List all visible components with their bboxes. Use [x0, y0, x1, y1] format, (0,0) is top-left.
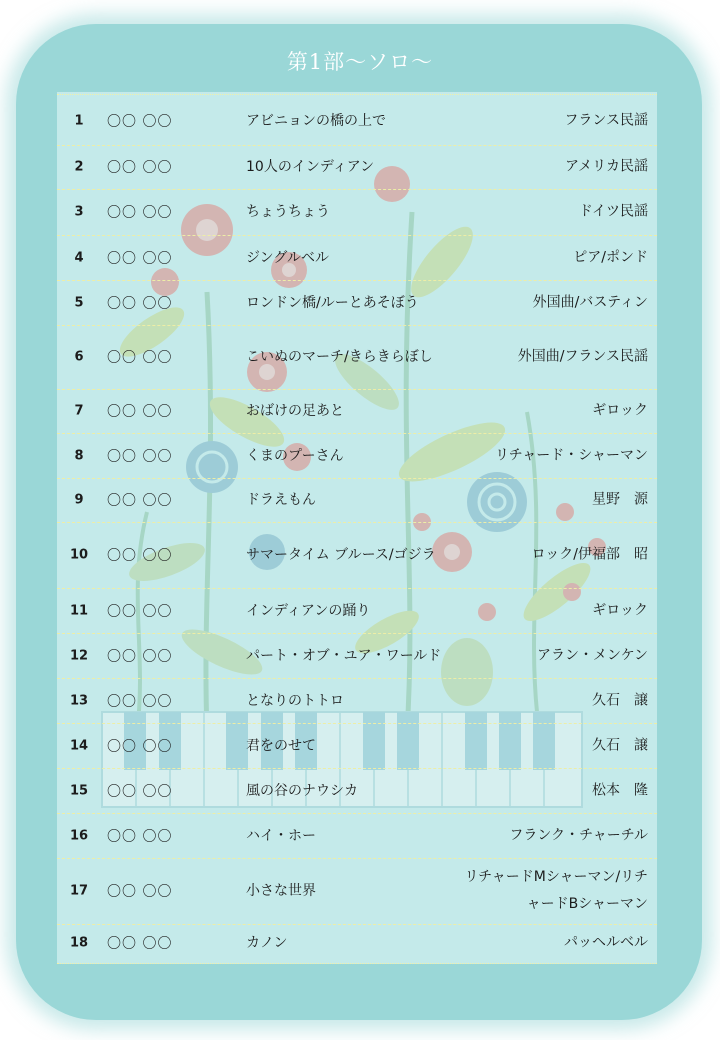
- composer-name: ギロック: [592, 402, 648, 419]
- composer-name: リチャード・シャーマン: [494, 447, 648, 463]
- top-divider: [57, 94, 657, 95]
- song-title: ジングルベル: [246, 249, 329, 266]
- composer-name: ギロック: [592, 602, 648, 618]
- song-title: ロンドン橋/ルーとあそぼう: [246, 294, 419, 311]
- performer-name: 〇〇 〇〇: [107, 448, 173, 465]
- performer-name: 〇〇 〇〇: [107, 603, 173, 620]
- song-title: パート・オブ・ユア・ワールド: [246, 647, 442, 664]
- performer-name: 〇〇 〇〇: [107, 828, 173, 845]
- song-title: となりのトトロ: [246, 692, 344, 709]
- performer-name: 〇〇 〇〇: [107, 295, 173, 312]
- performer-name: 〇〇 〇〇: [107, 884, 173, 900]
- song-title: インディアンの踊り: [246, 602, 371, 619]
- program-number: 5: [74, 295, 84, 310]
- composer-name: フランス民謡: [564, 112, 648, 129]
- song-title: サマータイム ブルース/ゴジラ: [246, 547, 436, 563]
- program-number: 7: [74, 403, 84, 419]
- program-row: [57, 813, 657, 859]
- performer-name: 〇〇 〇〇: [107, 548, 173, 564]
- composer-name: アラン・メンケン: [536, 647, 648, 663]
- performer-name: 〇〇 〇〇: [107, 493, 173, 509]
- program-number: 8: [74, 448, 84, 463]
- program-row: [57, 280, 657, 326]
- program-number: 13: [69, 693, 89, 708]
- program-number: 18: [69, 935, 89, 951]
- performer-name: 〇〇 〇〇: [107, 350, 173, 366]
- performer-name: 〇〇 〇〇: [107, 250, 173, 267]
- program-row: [57, 924, 657, 962]
- composer-name: 星野 源: [592, 491, 648, 508]
- program-row: [57, 389, 657, 434]
- song-title: 君をのせて: [246, 737, 316, 754]
- song-title: カノン: [246, 935, 288, 951]
- program-number: 11: [69, 603, 89, 618]
- performer-name: 〇〇 〇〇: [107, 114, 173, 130]
- song-title: アビニョンの橋の上で: [246, 113, 386, 129]
- bottom-divider: [57, 963, 657, 964]
- composer-name: パッヘルベル: [564, 934, 648, 951]
- program-row: [57, 588, 657, 634]
- composer-name: 外国曲/バスティン: [532, 294, 648, 310]
- program-row: [57, 723, 657, 769]
- program-number: 3: [74, 204, 84, 220]
- composer-name: 久石 譲: [592, 737, 648, 753]
- program-row: [57, 678, 657, 724]
- program-row: [57, 235, 657, 281]
- performer-name: 〇〇 〇〇: [107, 738, 173, 755]
- performer-name: 〇〇 〇〇: [107, 648, 173, 665]
- performer-name: 〇〇 〇〇: [107, 404, 173, 420]
- program-row: [57, 858, 657, 925]
- song-title: 小さな世界: [246, 883, 316, 899]
- song-title: 10人のインディアン: [246, 159, 375, 175]
- program-row: [57, 478, 657, 523]
- song-title: ちょうちょう: [246, 204, 330, 220]
- program-row: [57, 145, 657, 190]
- program-number: 4: [74, 250, 84, 265]
- composer-name: ピア/ポンド: [573, 249, 648, 265]
- performer-name: 〇〇 〇〇: [107, 205, 173, 221]
- composer-name: リチャードMシャーマン/リチャードBシャーマン: [464, 869, 648, 912]
- song-title: おばけの足あと: [246, 403, 344, 419]
- program-number: 12: [69, 648, 89, 663]
- program-number: 6: [74, 349, 84, 365]
- program-row: [57, 433, 657, 479]
- program-number: 14: [69, 738, 89, 753]
- program-number: 9: [74, 492, 84, 508]
- song-title: ハイ・ホー: [246, 827, 316, 844]
- program-number: 16: [69, 828, 89, 843]
- song-title: 風の谷のナウシカ: [246, 782, 358, 799]
- performer-name: 〇〇 〇〇: [107, 693, 173, 710]
- composer-name: 外国曲/フランス民謡: [517, 348, 648, 365]
- composer-name: アメリカ民謡: [564, 158, 648, 175]
- program-row: [57, 768, 657, 814]
- program-number: 17: [69, 883, 89, 899]
- program-row: [57, 522, 657, 589]
- program-number: 15: [69, 783, 89, 798]
- performer-name: 〇〇 〇〇: [107, 783, 173, 800]
- page-title: 第1部〜ソロ〜: [286, 50, 434, 74]
- composer-name: ドイツ民謡: [578, 203, 648, 220]
- song-title: こいぬのマーチ/きらきらぼし: [246, 349, 433, 365]
- song-title: ドラえもん: [246, 492, 316, 508]
- composer-name: 久石 譲: [592, 692, 648, 708]
- program-row: [57, 325, 657, 390]
- program-row: [57, 189, 657, 236]
- performer-name: 〇〇 〇〇: [107, 936, 173, 952]
- composer-name: フランク・チャーチル: [509, 827, 648, 843]
- program-row: [57, 633, 657, 679]
- performer-name: 〇〇 〇〇: [107, 160, 173, 176]
- composer-name: ロック/伊福部 昭: [531, 546, 648, 563]
- program-row: [57, 97, 657, 146]
- song-title: くまのプーさん: [246, 447, 344, 464]
- program-number: 10: [69, 547, 89, 563]
- composer-name: 松本 隆: [592, 782, 648, 798]
- program-number: 1: [74, 113, 84, 129]
- program-number: 2: [74, 159, 84, 175]
